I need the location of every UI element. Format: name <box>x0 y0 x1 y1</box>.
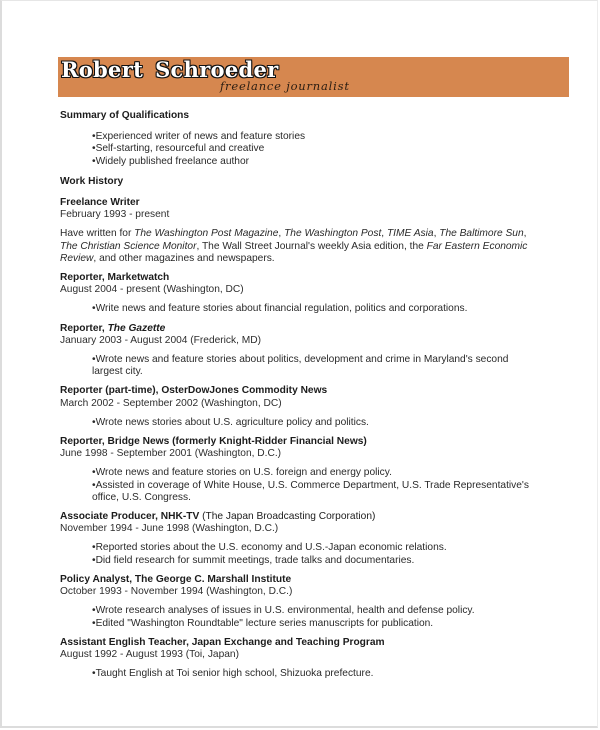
job-dates: January 2003 - August 2004 (Frederick, MD) <box>60 334 262 346</box>
duty-item: •Assisted in coverage of White House, U.S. Commerce Department, U.S. Trade Representative's office, U.S. Congress. <box>92 479 529 503</box>
desc-text: , <box>278 228 285 240</box>
duty-item: •Wrote news and feature stories on U.S. foreign and energy policy. <box>92 467 392 479</box>
job-title-text: Reporter, <box>60 322 108 334</box>
job-osterdowjones <box>60 385 540 429</box>
first-name: Robert <box>61 57 144 82</box>
job-description <box>60 228 540 265</box>
job-title: Policy Analyst, The George C. Marshall Institute <box>60 573 292 585</box>
desc-text: , <box>433 228 440 240</box>
job-dates: March 2002 - September 2002 (Washington, DC) <box>60 397 282 409</box>
job-duties <box>60 668 540 680</box>
job-bridge-news <box>60 436 540 504</box>
last-name: Schroeder <box>155 57 279 82</box>
duty-item: •Taught English at Toi senior high school, Shizuoka prefecture. <box>92 668 374 680</box>
work-history-heading: Work History <box>60 175 124 187</box>
employer-name: The Gazette <box>107 322 166 334</box>
duty-item: •Write news and feature stories about financial regulation, politics and corporations. <box>92 303 468 315</box>
job-dates: February 1993 - present <box>60 209 170 221</box>
desc-text: Have written for <box>60 228 135 240</box>
job-title: Assistant English Teacher, Japan Exchange and Teaching Program <box>60 636 385 648</box>
job-duties <box>60 467 540 504</box>
job-dates: November 1994 - June 1998 (Washington, D.C.) <box>60 523 279 535</box>
job-jet-program <box>60 637 540 681</box>
publication-name: The Washington Post Magazine <box>134 228 279 240</box>
summary-heading: Summary of Qualifications <box>60 110 190 121</box>
job-duties <box>60 542 540 566</box>
job-duties <box>60 417 540 429</box>
duty-item: •Edited "Washington Roundtable" lecture series manuscripts for publication. <box>92 617 434 629</box>
job-title-text: Associate Producer, NHK-TV <box>60 511 200 523</box>
summary-item: •Widely published freelance author <box>92 155 250 167</box>
job-duties <box>60 354 540 378</box>
duty-item: •Reported stories about the U.S. economy and U.S.-Japan economic relations. <box>92 542 447 554</box>
job-dates: August 1992 - August 1993 (Toi, Japan) <box>60 648 239 660</box>
summary-item: •Experienced writer of news and feature stories <box>92 131 306 143</box>
job-nhk-tv <box>60 511 540 567</box>
candidate-tagline: freelance journalist <box>220 79 350 93</box>
desc-text: , The Wall Street Journal's weekly Asia edition, the <box>196 240 427 252</box>
publication-name: The Baltimore Sun <box>439 228 524 240</box>
job-title <box>60 323 540 335</box>
publication-name: The Washington Post <box>284 228 382 240</box>
job-dates: October 1993 - November 1994 (Washington, D.C.) <box>60 586 293 598</box>
duty-item: •Did field research for summit meetings, trade talks and documentaries. <box>92 554 415 566</box>
desc-text: , and other magazines and newspapers. <box>93 252 275 264</box>
publication-name: TIME Asia <box>386 228 434 240</box>
publication-name: Far Eastern Economic Review <box>60 240 528 264</box>
desc-text: , <box>381 228 387 240</box>
desc-text: , <box>523 228 527 240</box>
duty-item: •Wrote research analyses of issues in U.S. environmental, health and defense policy. <box>92 605 475 617</box>
job-freelance-writer <box>60 197 540 265</box>
duty-item: •Wrote news stories about U.S. agriculture policy and politics. <box>92 416 369 428</box>
job-title <box>60 511 540 523</box>
job-title: Reporter, Marketwatch <box>60 272 170 284</box>
job-duties <box>60 303 540 315</box>
resume-body <box>60 110 540 687</box>
job-dates: June 1998 - September 2001 (Washington, D.C.) <box>60 448 282 460</box>
job-dates: August 2004 - present (Washington, DC) <box>60 284 244 296</box>
resume-header-bar <box>58 57 569 97</box>
job-duties <box>60 605 540 629</box>
employer-detail: (The Japan Broadcasting Corporation) <box>199 511 376 523</box>
job-title: Reporter (part-time), OsterDowJones Commodity News <box>60 385 328 397</box>
summary-item: •Self-starting, resourceful and creative <box>92 143 265 155</box>
publication-name: The Christian Science Monitor <box>60 240 197 252</box>
job-marketwatch <box>60 272 540 316</box>
duty-item: •Wrote news and feature stories about politics, development and crime in Maryland's second largest city. <box>92 354 509 378</box>
job-gazette <box>60 323 540 379</box>
job-title: Freelance Writer <box>60 197 140 209</box>
summary-list <box>60 131 540 168</box>
job-marshall-institute <box>60 574 540 630</box>
job-title: Reporter, Bridge News (formerly Knight-Ridder Financial News) <box>60 436 367 448</box>
